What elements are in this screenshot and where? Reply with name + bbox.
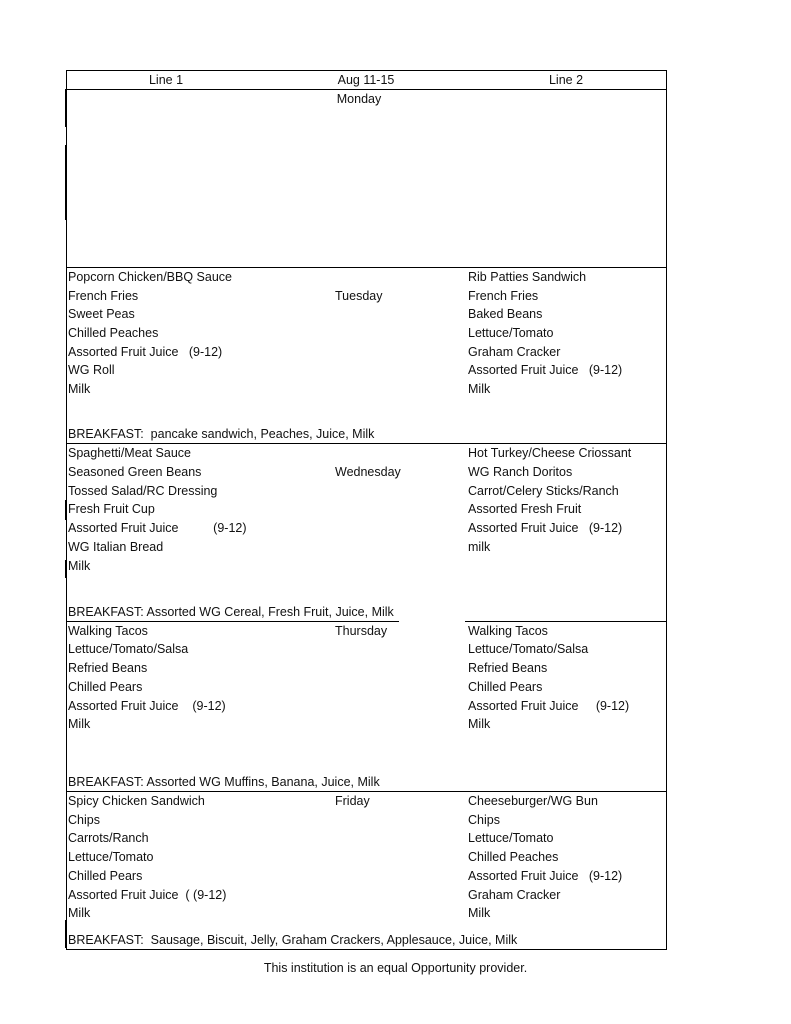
menu-item: Sweet Peas	[68, 307, 135, 321]
menu-item: Baked Beans	[468, 307, 543, 321]
menu-item: Milk	[68, 717, 91, 731]
menu-item: WG Italian Bread	[68, 540, 164, 554]
menu-item: Chips	[468, 813, 500, 827]
menu-item: Milk	[68, 382, 91, 396]
menu-item: French Fries	[468, 289, 539, 303]
menu-item: Lettuce/Tomato	[468, 831, 554, 845]
menu-item: Lettuce/Tomato	[68, 850, 154, 864]
day-label-monday: Monday	[336, 92, 382, 106]
menu-item: Refried Beans	[68, 661, 148, 675]
header-line-2: Line 2	[548, 73, 584, 87]
day-label-thursday: Thursday	[335, 624, 388, 638]
menu-item: Assorted Fruit Juice (9-12)	[468, 869, 623, 883]
day-label-wednesday: Wednesday	[335, 465, 401, 479]
menu-item: Chilled Peaches	[68, 326, 159, 340]
left-margin-mark	[65, 560, 67, 578]
menu-item: Graham Cracker	[468, 888, 561, 902]
menu-item: Walking Tacos	[468, 624, 548, 638]
menu-item: Assorted Fruit Juice (9-12)	[68, 699, 226, 713]
menu-item: Milk	[68, 559, 91, 573]
breakfast-friday: BREAKFAST: Sausage, Biscuit, Jelly, Graham Crackers, Applesauce, Juice, Milk	[68, 933, 518, 947]
menu-item: French Fries	[68, 289, 139, 303]
menu-item: Spicy Chicken Sandwich	[68, 794, 205, 808]
left-margin-mark	[65, 500, 67, 520]
left-margin-mark	[65, 89, 67, 127]
breakfast-tuesday: BREAKFAST: pancake sandwich, Peaches, Juice, Milk	[68, 427, 375, 441]
menu-item: Milk	[68, 906, 91, 920]
footer-note: This institution is an equal Opportunity provider.	[263, 961, 528, 975]
menu-item: Tossed Salad/RC Dressing	[68, 484, 218, 498]
header-line-1: Line 1	[148, 73, 184, 87]
menu-item: Hot Turkey/Cheese Criossant	[468, 446, 632, 460]
menu-item: Lettuce/Tomato/Salsa	[68, 642, 189, 656]
menu-item: Popcorn Chicken/BBQ Sauce	[68, 270, 232, 284]
menu-item: Chilled Pears	[68, 869, 143, 883]
menu-item: Fresh Fruit Cup	[68, 502, 155, 516]
day-label-tuesday: Tuesday	[335, 289, 383, 303]
menu-item: Chilled Peaches	[468, 850, 559, 864]
menu-item: Carrot/Celery Sticks/Ranch	[468, 484, 619, 498]
menu-item: Graham Cracker	[468, 345, 561, 359]
table-right-border	[666, 70, 667, 950]
menu-item: Milk	[468, 906, 491, 920]
menu-item: Chilled Pears	[68, 680, 143, 694]
breakfast-wednesday: BREAKFAST: Assorted WG Cereal, Fresh Fruit, Juice, Milk	[68, 605, 394, 619]
table-bottom-border	[66, 949, 667, 950]
menu-item: Assorted Fruit Juice (9-12)	[68, 521, 247, 535]
left-margin-mark	[65, 920, 67, 948]
menu-item: Seasoned Green Beans	[68, 465, 202, 479]
menu-item: WG Ranch Doritos	[468, 465, 573, 479]
menu-item: Milk	[468, 717, 491, 731]
row-separator-thursday-right	[266, 791, 667, 792]
menu-item: Assorted Fruit Juice (9-12)	[468, 699, 630, 713]
menu-item: Assorted Fresh Fruit	[468, 502, 582, 516]
menu-item: Assorted Fruit Juice (9-12)	[68, 345, 223, 359]
breakfast-thursday: BREAKFAST: Assorted WG Muffins, Banana, Juice, Milk	[68, 775, 380, 789]
menu-item: Assorted Fruit Juice ( (9-12)	[68, 888, 227, 902]
menu-item: Chips	[68, 813, 100, 827]
menu-item: Carrots/Ranch	[68, 831, 149, 845]
menu-item: Assorted Fruit Juice (9-12)	[468, 521, 623, 535]
menu-item: Walking Tacos	[68, 624, 148, 638]
menu-item: Milk	[468, 382, 491, 396]
menu-item: Cheeseburger/WG Bun	[468, 794, 598, 808]
header-date-range: Aug 11-15	[337, 73, 395, 87]
menu-item: WG Roll	[68, 363, 115, 377]
menu-item: Assorted Fruit Juice (9-12)	[468, 363, 623, 377]
menu-item: Spaghetti/Meat Sauce	[68, 446, 191, 460]
menu-item: Lettuce/Tomato	[468, 326, 554, 340]
day-label-friday: Friday	[335, 794, 370, 808]
menu-item: Lettuce/Tomato/Salsa	[468, 642, 589, 656]
left-margin-mark	[65, 145, 67, 220]
menu-item: Chilled Pears	[468, 680, 543, 694]
menu-item: Rib Patties Sandwich	[468, 270, 587, 284]
menu-item: Refried Beans	[468, 661, 548, 675]
menu-item: milk	[468, 540, 491, 554]
